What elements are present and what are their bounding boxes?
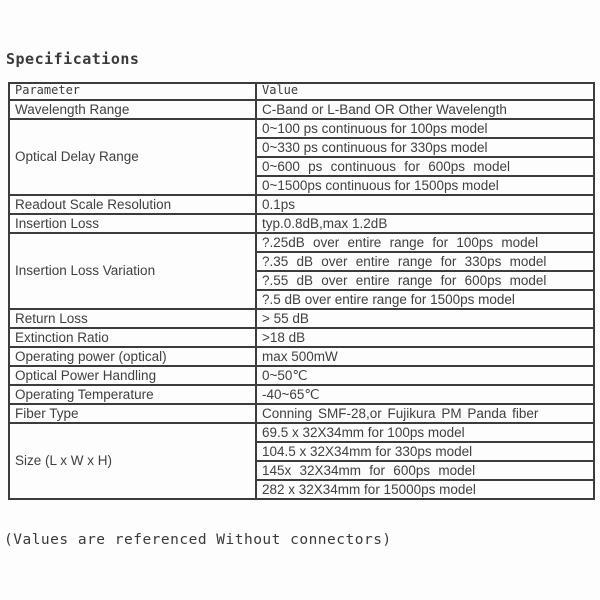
value-cell: C-Band or L-Band OR Other Wavelength [256,100,594,119]
value-cell: 0.1ps [256,195,594,214]
column-header-parameter: Parameter [9,83,256,100]
value-cell: typ.0.8dB,max 1.2dB [256,214,594,233]
value-cell: ?.25dB over entire range for 100ps model [256,233,594,252]
param-cell-extinction-ratio: Extinction Ratio [9,328,256,347]
value-cell: 104.5 x 32X34mm for 330ps model [256,442,594,461]
param-cell-operating-power: Operating power (optical) [9,347,256,366]
param-cell-insertion-loss-variation: Insertion Loss Variation [9,233,256,309]
param-cell-optical-delay-range: Optical Delay Range [9,119,256,195]
param-cell-return-loss: Return Loss [9,309,256,328]
value-cell: ?.55 dB over entire range for 600ps model [256,271,594,290]
value-cell: -40~65℃ [256,385,594,404]
table-row [9,100,594,119]
value-cell: 145x 32X34mm for 600ps model [256,461,594,480]
table-row [9,309,594,328]
table-row [9,195,594,214]
value-cell: 0~600 ps continuous for 600ps model [256,157,594,176]
table-row [9,347,594,366]
table-row [9,366,594,385]
param-cell-size: Size (L x W x H) [9,423,256,499]
value-cell: Conning SMF-28,or Fujikura PM Panda fiber [256,404,594,423]
param-cell-fiber-type: Fiber Type [9,404,256,423]
column-header-value: Value [256,83,594,100]
param-cell-insertion-loss: Insertion Loss [9,214,256,233]
value-cell: ?.5 dB over entire range for 1500ps model [256,290,594,309]
page-title: Specifications [6,50,140,68]
value-cell: ?.35 dB over entire range for 330ps model [256,252,594,271]
value-cell: 282 x 32X34mm for 15000ps model [256,480,594,499]
value-cell: 0~50℃ [256,366,594,385]
footer-note: (Values are referenced Without connectors) [4,532,392,548]
param-cell-readout-scale-resolution: Readout Scale Resolution [9,195,256,214]
value-cell: 0~100 ps continuous for 100ps model [256,119,594,138]
param-cell-operating-temperature: Operating Temperature [9,385,256,404]
table-row [9,385,594,404]
table-row [9,404,594,423]
value-cell: 0~1500ps continuous for 1500ps model [256,176,594,195]
value-cell: 69.5 x 32X34mm for 100ps model [256,423,594,442]
table-header-row [9,83,594,100]
value-cell: > 55 dB [256,309,594,328]
param-cell-wavelength-range: Wavelength Range [9,100,256,119]
table-row [9,119,594,138]
value-cell: >18 dB [256,328,594,347]
table-row [9,423,594,442]
value-cell: max 500mW [256,347,594,366]
table-row [9,233,594,252]
param-cell-optical-power-handling: Optical Power Handling [9,366,256,385]
specifications-table [8,82,595,500]
table-row [9,214,594,233]
table-row [9,328,594,347]
value-cell: 0~330 ps continuous for 330ps model [256,138,594,157]
